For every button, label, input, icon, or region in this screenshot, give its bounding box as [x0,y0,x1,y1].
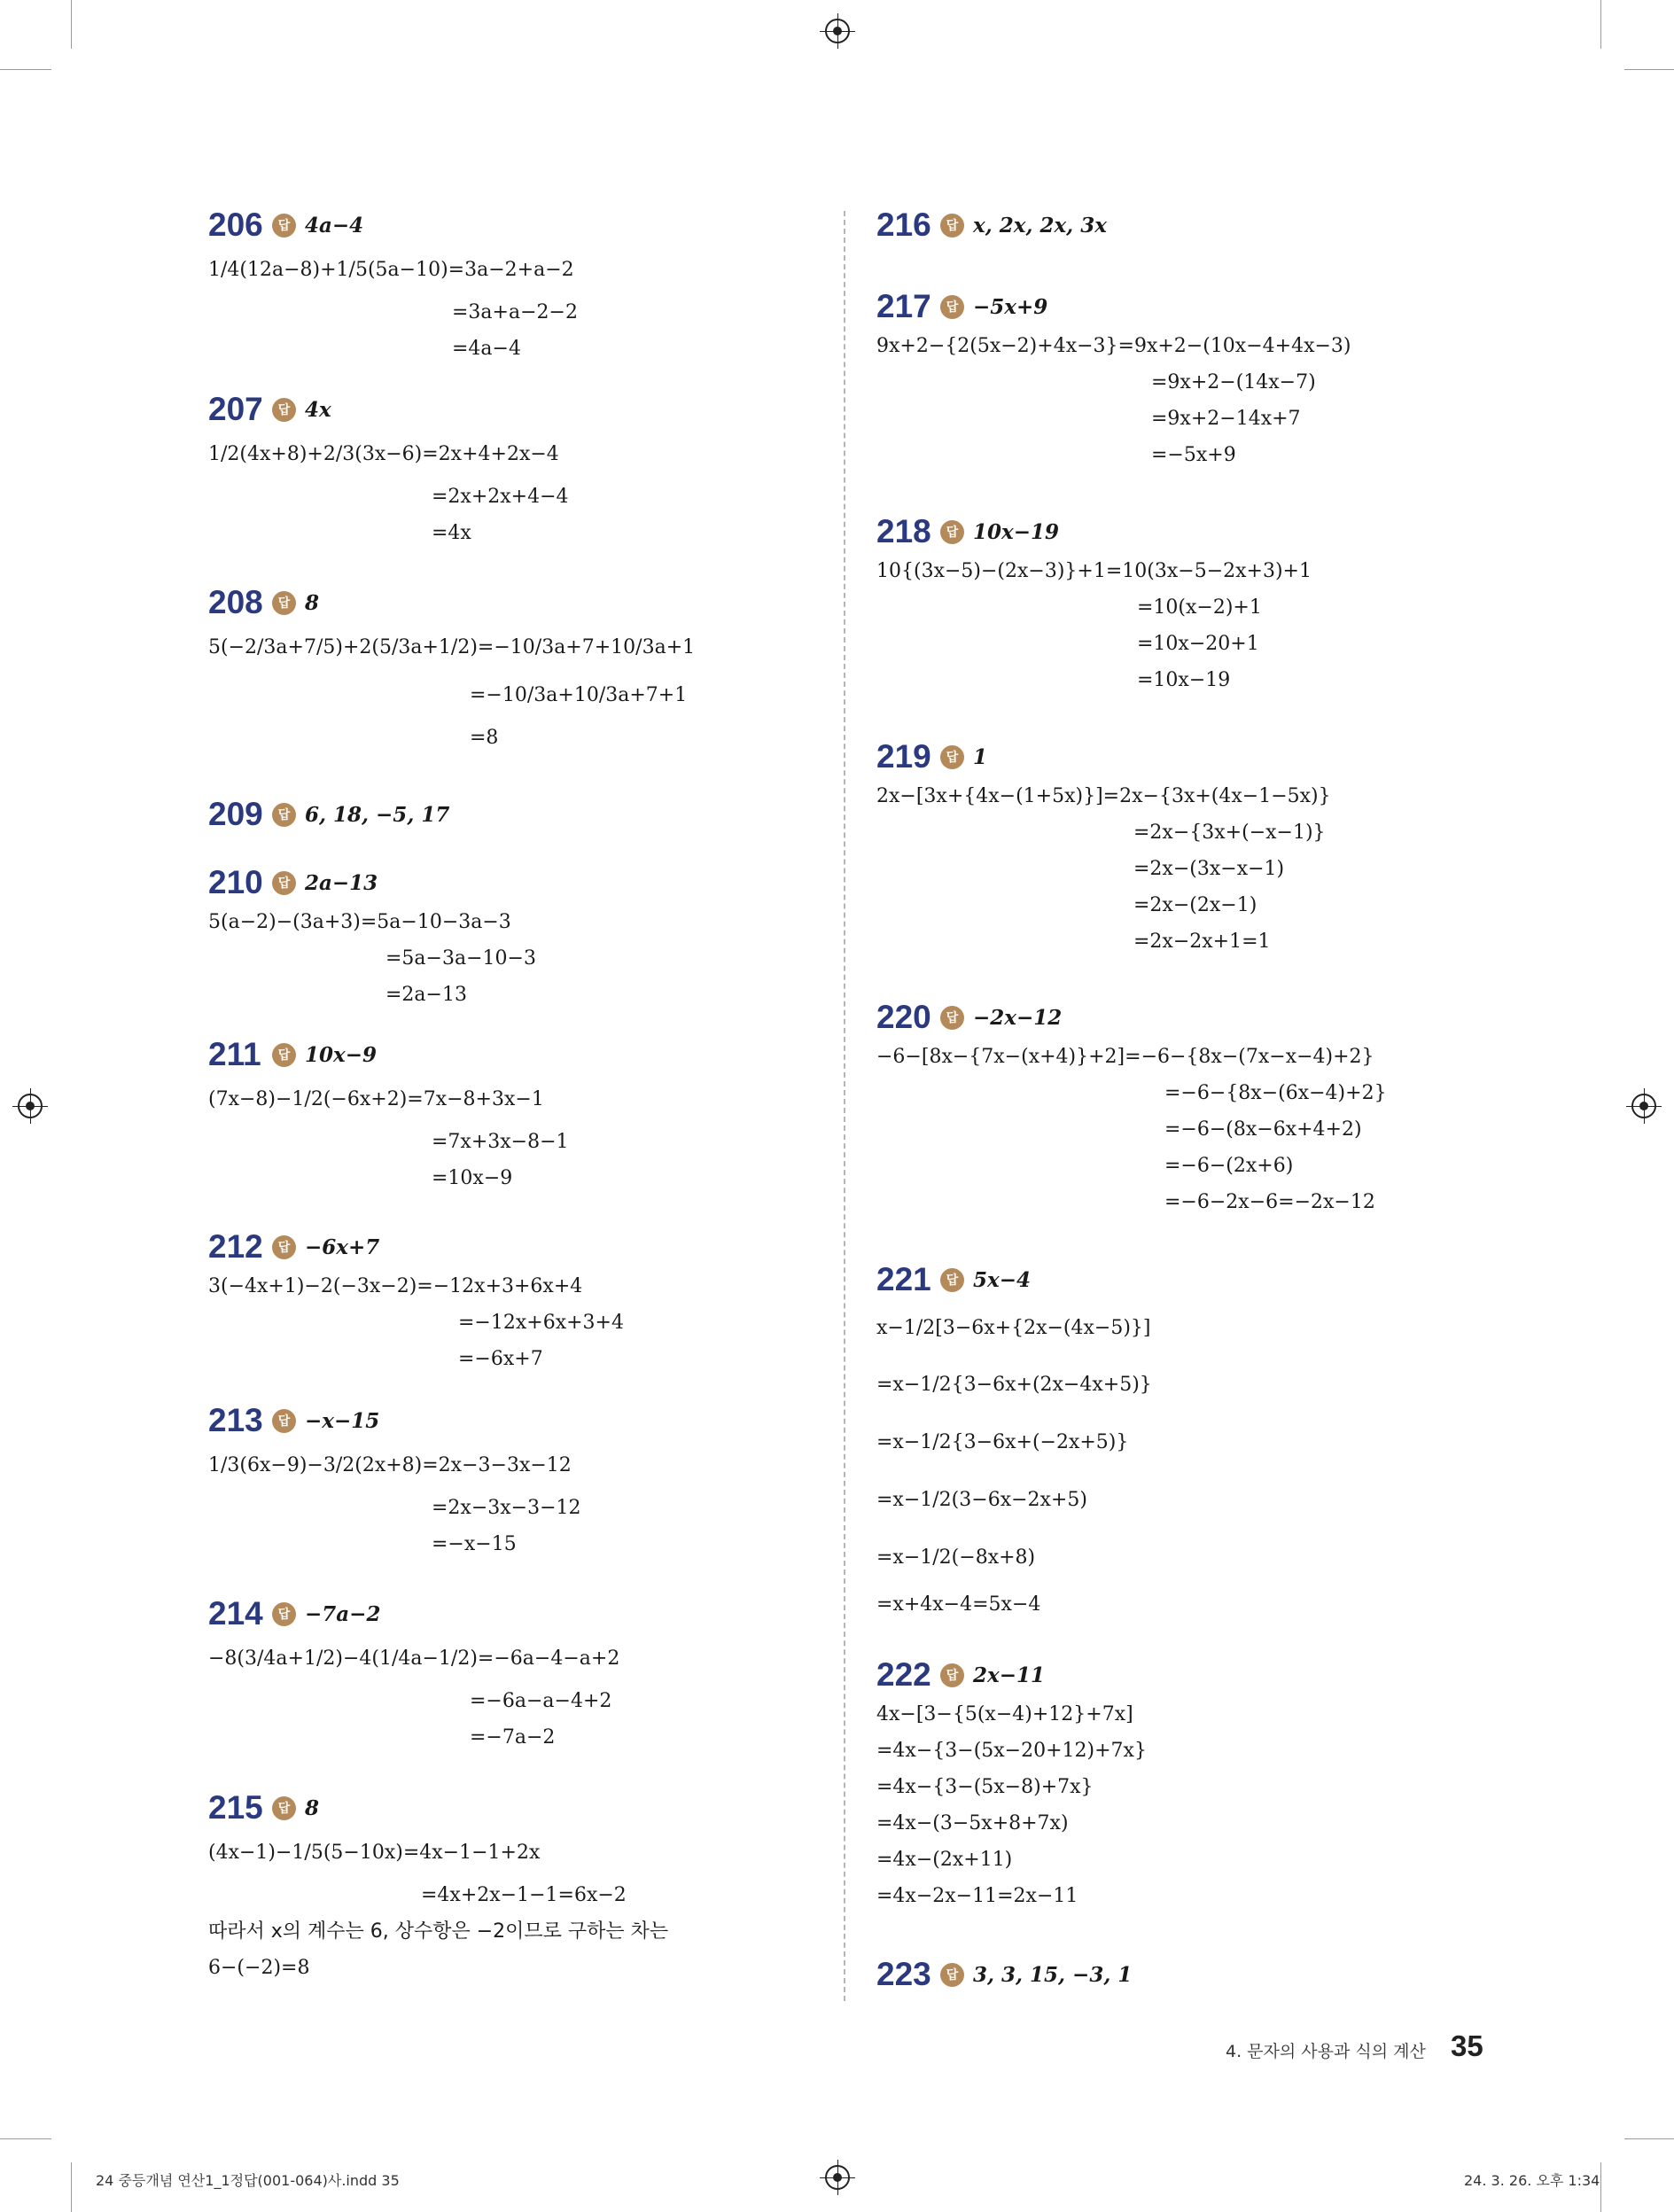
solution-line: 1/3(6x−9)−3/2(2x+8)=2x−3−3x−12 [208,1454,572,1476]
answer: −2x−12 [973,1005,1063,1030]
solution-line: =2x−2x+1=1 [1133,931,1271,953]
solution-line: −6−[8x−{7x−(x+4)}+2]=−6−{8x−(7x−x−4)+2} [876,1046,1374,1068]
solution-line: =x−1/2{3−6x+(2x−4x+5)} [876,1374,1152,1396]
problem-number: 221 [876,1261,931,1297]
crop-mark [71,0,72,49]
answer-badge: 답 [940,1006,964,1030]
solution-line: =4x−{3−(5x−20+12)+7x} [876,1740,1147,1762]
solution-line: =10x−9 [432,1167,513,1189]
problem-214 [208,1593,619,1756]
problem-number: 212 [208,1228,263,1265]
problem-210 [208,861,536,1013]
solution-line: 5(−2/3a+7/5)+2(5/3a+1/2)=−10/3a+7+10/3a+1 [208,636,696,658]
problem-number: 214 [208,1595,263,1632]
answer: −6x+7 [305,1235,380,1259]
answer: 4a−4 [305,213,364,238]
solution-line: =−6x+7 [458,1348,543,1370]
solution-line: =2x+2x+4−4 [432,486,569,508]
answer-badge: 답 [940,1663,964,1687]
problem-number: 216 [876,206,931,243]
solution-line: =−6a−a−4+2 [470,1690,612,1712]
answer: 6, 18, −5, 17 [305,802,450,827]
problem-206 [208,204,578,367]
solution-line: =4x−(2x+11) [876,1849,1013,1871]
problem-number: 209 [208,796,263,832]
problem-number: 222 [876,1656,931,1693]
solution-line: =4x−(3−5x+8+7x) [876,1812,1069,1834]
problem-number: 220 [876,999,931,1035]
solution-line: =4x−2x−11=2x−11 [876,1885,1078,1907]
answer-badge: 답 [940,520,964,544]
solution-line: =7x+3x−8−1 [432,1131,569,1153]
solution-line: =2x−(3x−x−1) [1133,858,1285,880]
solution-line: =x−1/2{3−6x+(−2x+5)} [876,1431,1129,1453]
answer-badge: 답 [272,1602,296,1626]
answer-badge: 답 [272,1043,296,1067]
solution-line: (4x−1)−1/5(5−10x)=4x−1−1+2x [208,1842,541,1864]
problem-number: 219 [876,738,931,775]
solution-line: (7x−8)−1/2(−6x+2)=7x−8+3x−1 [208,1088,544,1110]
solution-line: 따라서 x의 계수는 6, 상수항은 −2이므로 구하는 차는 [208,1920,669,1943]
problem-222 [876,1654,1147,1914]
problem-number: 217 [876,288,931,324]
crop-mark [1600,2162,1601,2212]
problem-number: 211 [208,1036,261,1072]
solution-line: x−1/2[3−6x+{2x−(4x−5)}] [876,1317,1151,1339]
solution-line: 9x+2−{2(5x−2)+4x−3}=9x+2−(10x−4+4x−3) [876,335,1351,357]
problem-number: 213 [208,1402,263,1438]
crop-mark [71,2162,72,2212]
solution-line: =−7a−2 [470,1726,556,1749]
crop-mark [1624,2138,1674,2139]
solution-line: 10{(3x−5)−(2x−3)}+1=10(3x−5−2x+3)+1 [876,560,1312,582]
solution-line: =9x+2−(14x−7) [1151,371,1316,393]
problem-number: 215 [208,1789,263,1826]
solution-line: 1/2(4x+8)+2/3(3x−6)=2x+4+2x−4 [208,443,559,465]
answer: 1 [973,744,988,769]
answer-badge: 답 [940,1268,964,1292]
answer-badge: 답 [940,295,964,319]
solution-line: 2x−[3x+{4x−(1+5x)}]=2x−{3x+(4x−1−5x)} [876,785,1331,807]
problem-217 [876,285,1351,473]
problem-number: 207 [208,391,263,427]
solution-line: =x−1/2(3−6x−2x+5) [876,1489,1087,1511]
answer-badge: 답 [272,1235,296,1259]
answer-badge: 답 [272,1409,296,1433]
answer: x, 2x, 2x, 3x [973,213,1107,238]
answer-badge: 답 [272,398,296,422]
answer: 2x−11 [973,1663,1045,1687]
section-title: 4. 문자의 사용과 식의 계산 [1226,2042,1426,2061]
problem-221 [876,1258,1152,1623]
crop-mark [1600,0,1601,49]
answer-badge: 답 [940,1963,964,1987]
solution-line: =−6−(8x−6x+4+2) [1164,1118,1362,1141]
solution-line: =5a−3a−10−3 [385,947,536,970]
problem-208 [208,581,695,756]
problem-212 [208,1226,624,1377]
registration-mark-icon [18,1094,43,1118]
solution-line: =−6−2x−6=−2x−12 [1164,1191,1375,1213]
answer: 10x−9 [305,1042,377,1067]
solution-line: =4x−{3−(5x−8)+7x} [876,1776,1094,1798]
solution-line: =−10/3a+10/3a+7+1 [470,684,688,706]
solution-line: =2x−3x−3−12 [432,1497,581,1519]
solution-line: −8(3/4a+1/2)−4(1/4a−1/2)=−6a−4−a+2 [208,1647,620,1670]
answer-badge: 답 [272,214,296,238]
solution-line: 5(a−2)−(3a+3)=5a−10−3a−3 [208,911,511,933]
answer: 8 [305,1795,320,1820]
page-number: 35 [1451,2029,1483,2062]
solution-line: 4x−[3−{5(x−4)+12}+7x] [876,1703,1133,1725]
problem-207 [208,388,569,551]
answer: 4x [305,397,331,422]
solution-line: =−6−{8x−(6x−4)+2} [1164,1082,1387,1104]
registration-mark-icon [825,2165,850,2190]
registration-mark-icon [825,19,850,43]
problem-number: 210 [208,864,263,900]
solution-line: =9x+2−14x+7 [1151,408,1301,430]
answer: −7a−2 [305,1601,381,1626]
solution-line: =10(x−2)+1 [1137,596,1262,619]
problem-216 [876,204,1107,246]
answer: 2a−13 [305,870,378,895]
solution-line: 6−(−2)=8 [208,1957,310,1979]
solution-line: =−6−(2x+6) [1164,1155,1294,1177]
answer-badge: 답 [940,745,964,769]
solution-line: =10x−19 [1137,669,1231,691]
solution-line: =4a−4 [452,338,521,360]
solution-line: =−5x+9 [1151,444,1236,466]
solution-line: =4x [432,522,471,544]
solution-line: 1/4(12a−8)+1/5(5a−10)=3a−2+a−2 [208,259,574,281]
problem-number: 206 [208,206,263,243]
problem-219 [876,736,1331,960]
solution-line: =10x−20+1 [1137,633,1259,655]
solution-line: =−x−15 [432,1533,517,1555]
problem-number: 208 [208,584,263,620]
crop-mark [1624,69,1674,70]
solution-line: =x+4x−4=5x−4 [876,1593,1041,1616]
crop-mark [0,2138,51,2139]
registration-mark-icon [1631,1094,1656,1118]
solution-line: =2a−13 [385,984,467,1006]
problem-number: 218 [876,513,931,549]
solution-line: =x−1/2(−8x+8) [876,1546,1036,1569]
solution-line: =2x−{3x+(−x−1)} [1133,822,1326,844]
print-slug-filename: 24 중등개념 연산1_1정답(001-064)사.indd 35 [96,2172,400,2189]
answer: −5x+9 [973,294,1048,319]
answer: 10x−19 [973,519,1059,544]
problem-220 [876,996,1387,1220]
problem-209 [208,793,449,836]
answer: −x−15 [305,1408,380,1433]
answer-badge: 답 [272,1796,296,1820]
problem-218 [876,510,1312,698]
answer: 5x−4 [973,1267,1031,1292]
solution-line: =3a+a−2−2 [452,301,578,323]
crop-mark [0,69,51,70]
answer-badge: 답 [272,803,296,827]
answer-badge: 답 [940,214,964,238]
answer: 3, 3, 15, −3, 1 [973,1962,1133,1987]
problem-211 [208,1033,569,1196]
solution-line: 3(−4x+1)−2(−3x−2)=−12x+3+6x+4 [208,1275,583,1297]
answer-badge: 답 [272,871,296,895]
column-divider [844,211,845,2001]
print-slug-timestamp: 24. 3. 26. 오후 1:34 [1464,2172,1600,2189]
problem-213 [208,1399,581,1562]
problem-number: 223 [876,1956,931,1992]
solution-line: =4x+2x−1−1=6x−2 [421,1884,627,1906]
problem-215 [208,1787,668,1986]
problem-223 [876,1953,1132,1996]
solution-line: =−12x+6x+3+4 [458,1312,624,1334]
solution-line: =2x−(2x−1) [1133,894,1257,916]
answer-badge: 답 [272,591,296,615]
answer: 8 [305,590,320,615]
solution-line: =8 [470,727,499,749]
